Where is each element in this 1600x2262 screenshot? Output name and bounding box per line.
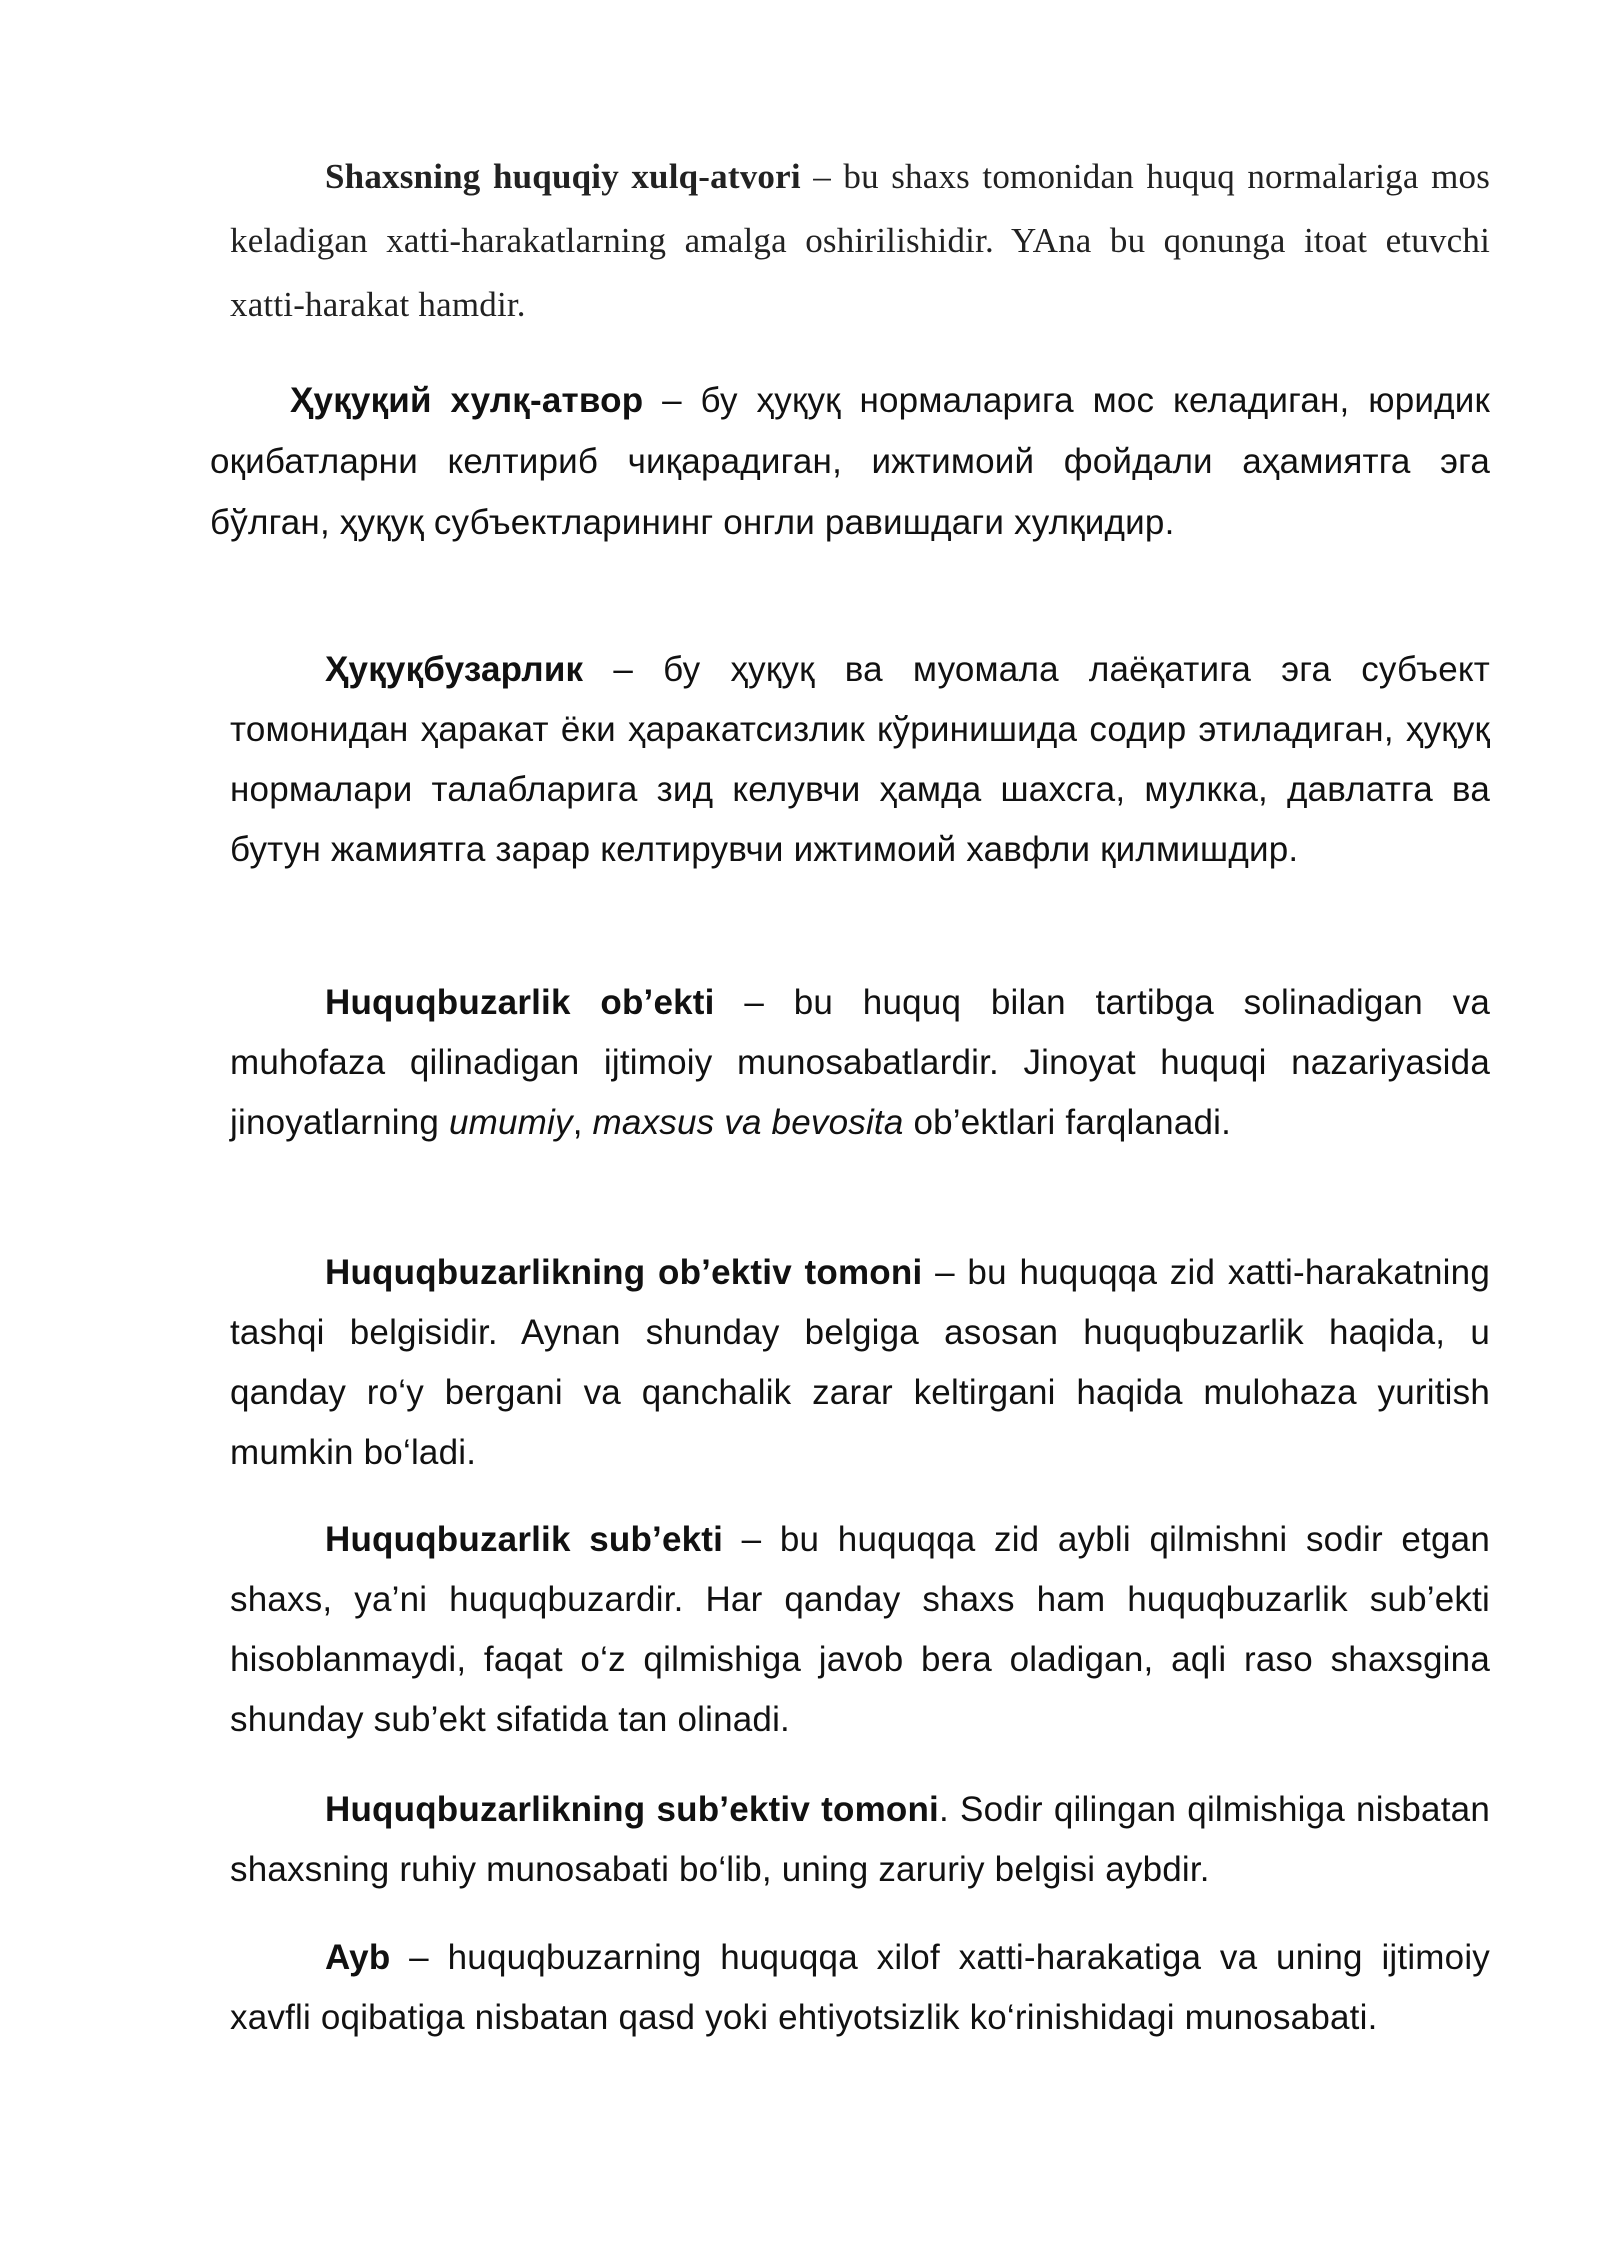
paragraph-legal-conduct-cyrillic [210,370,1490,553]
paragraph-offense-subject [230,1510,1490,1750]
paragraph-text: – bu huquq bilan tartibga solinadigan va muhofaza qilinadigan ijtimoiy munosabatlardir. Jinoyat huquqi nazariyasida jinoyatlarning [230,983,1490,1142]
paragraph-guilt [230,1928,1490,2048]
italic-term: maxsus va bevosita [592,1103,904,1142]
term-heading: Ҳуқуқий хулқ-атвор [290,381,644,420]
paragraph-offense-cyrillic [230,640,1490,880]
italic-term: umumiy [448,1103,573,1142]
paragraph-text: – bu huquqqa zid xatti-harakatning tashqi belgisidir. Aynan shunday belgiga asosan huquqbuzarlik haqida, u qanday ro‘y bergani va qanchalik zarar keltirgani haqida mulohaza yuritish mumkin bo‘ladi. [230,1253,1490,1472]
term-heading: Ҳуқуқбузарлик [325,650,584,689]
term-heading: Shaxsning huquqiy xulq-atvori [325,157,801,196]
paragraph-text: – bu huquqqa zid aybli qilmishni sodir etgan shaxs, ya’ni huquqbuzardir. Har qanday shaxs ham huquqbuzarlik sub’ekti hisoblanmaydi, faqat o‘z qilmishiga javob bera oladigan, aqli raso shaxsgina shunday sub’ekt sifatida tan olinadi. [230,1520,1490,1739]
paragraph-legal-conduct-latin [230,145,1490,337]
paragraph-text: – бу ҳуқуқ нормаларига мос келадиган, юридик оқибатларни келтириб чиқарадиган, ижтимоий фойдали аҳамиятга эга бўлган, ҳуқуқ субъектларининг онгли равишдаги хулқидир. [210,381,1491,542]
paragraph-text: ob’ektlari farqlanadi. [903,1103,1232,1142]
paragraph-objective-side [230,1243,1490,1483]
paragraph-subjective-side [230,1780,1490,1900]
term-heading: Ayb [325,1938,391,1977]
term-heading: Huquqbuzarlik ob’ekti [325,983,715,1022]
paragraph-offense-object [230,973,1490,1153]
term-heading: Huquqbuzarlik sub’ekti [325,1520,724,1559]
term-heading: Huquqbuzarlikning ob’ektiv tomoni [325,1253,923,1292]
paragraph-text: , [572,1103,593,1142]
paragraph-text: – huquqbuzarning huquqqa xilof xatti-harakatiga va uning ijtimoiy xavfli oqibatiga nisbatan qasd yoki ehtiyotsizlik ko‘rinishidagi munosabati. [230,1938,1490,2037]
paragraph-text: . Sodir qilingan qilmishiga nisbatan shaxsning ruhiy munosabati bo‘lib, uning zaruriy belgisi aybdir. [230,1790,1490,1889]
paragraph-text: – bu shaxs tomonidan huquq normalariga mos keladigan xatti-harakatlarning amalga oshirilishidir. YAna bu qonunga itoat etuvchi xatti-harakat hamdir. [230,157,1491,324]
term-heading: Huquqbuzarlikning sub’ektiv tomoni [325,1790,939,1829]
paragraph-text: – бу ҳуқуқ ва муомала лаёқатига эга субъект томонидан ҳаракат ёки ҳаракатсизлик кўринишида содир этиладиган, ҳуқуқ нормалари талабларига зид келувчи ҳамда шахсга, мулкка, давлатга ва бутун жамиятга зарар келтирувчи ижтимоий хавфли қилмишдир. [230,650,1490,869]
